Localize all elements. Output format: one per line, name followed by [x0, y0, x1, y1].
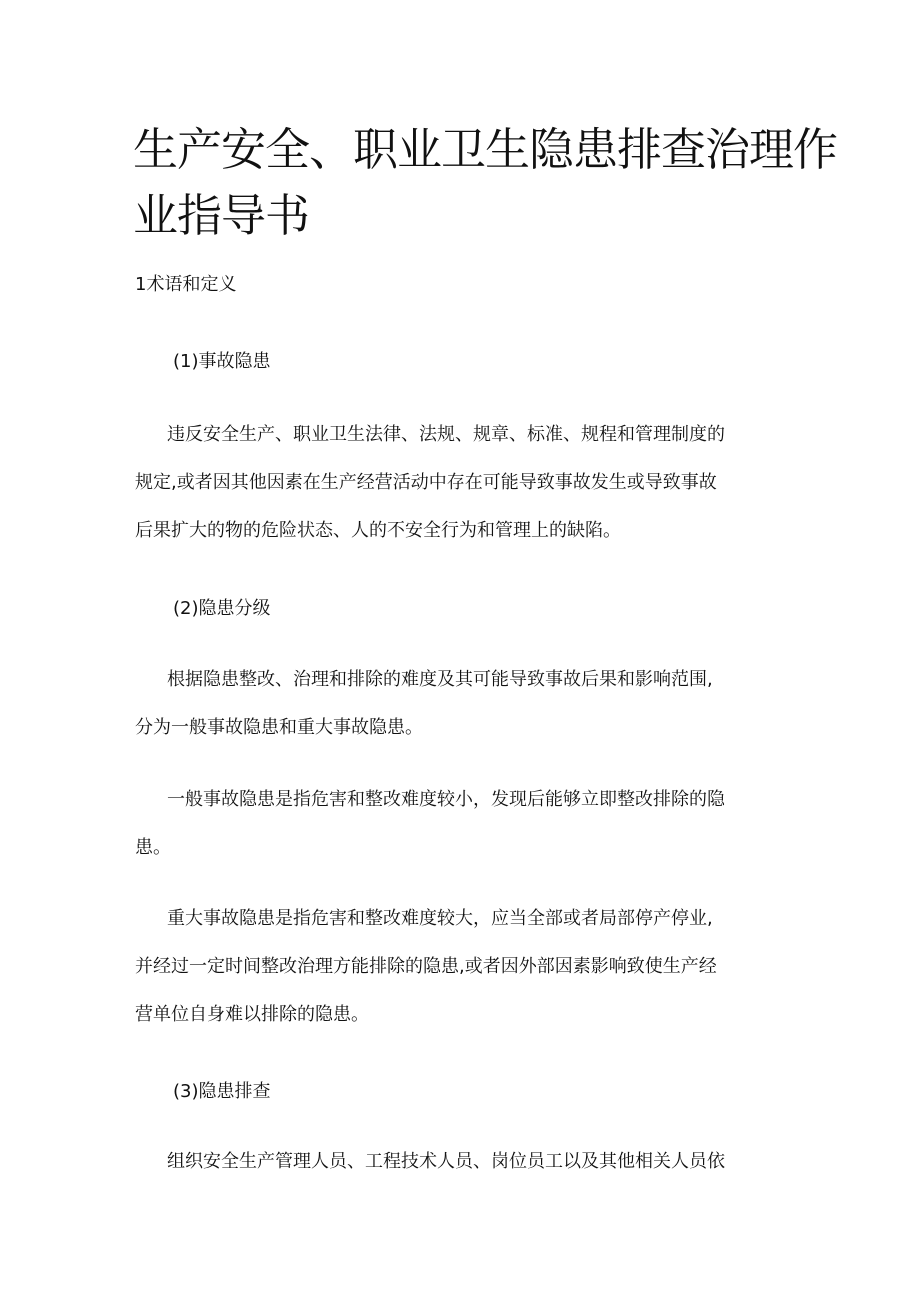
paragraph-line: 根据隐患整改、治理和排除的难度及其可能导致事故后果和影响范围,	[167, 669, 713, 690]
paragraph-line: 并经过一定时间整改治理方能排除的隐患,或者因外部因素影响致使生产经	[135, 956, 717, 977]
paragraph-line: 后果扩大的物的危险状态、人的不安全行为和管理上的缺陷。	[135, 520, 621, 541]
subheading-hazard-grading: (2)隐患分级	[173, 598, 271, 619]
paragraph-line: 一般事故隐患是指危害和整改难度较小，发现后能够立即整改排除的隐	[167, 789, 725, 810]
subheading-accident-hazard: (1)事故隐患	[173, 351, 271, 372]
document-title-line-2: 业指导书	[133, 189, 310, 242]
paragraph-line: 重大事故隐患是指危害和整改难度较大，应当全部或者局部停产停业,	[167, 908, 713, 929]
subheading-hazard-inspection: (3)隐患排查	[173, 1081, 271, 1102]
paragraph-line: 营单位自身难以排除的隐患。	[135, 1004, 369, 1025]
section-heading: 1术语和定义	[135, 274, 237, 295]
paragraph-line: 组织安全生产管理人员、工程技术人员、岗位员工以及其他相关人员依	[167, 1151, 725, 1172]
paragraph-line: 分为一般事故隐患和重大事故隐患。	[135, 717, 423, 738]
paragraph-line: 违反安全生产、职业卫生法律、法规、规章、标准、规程和管理制度的	[167, 424, 725, 445]
paragraph-line: 患。	[135, 837, 171, 858]
paragraph-line: 规定,或者因其他因素在生产经营活动中存在可能导致事故发生或导致事故	[135, 472, 717, 493]
document-title-line-1: 生产安全、职业卫生隐患排查治理作	[133, 123, 838, 176]
